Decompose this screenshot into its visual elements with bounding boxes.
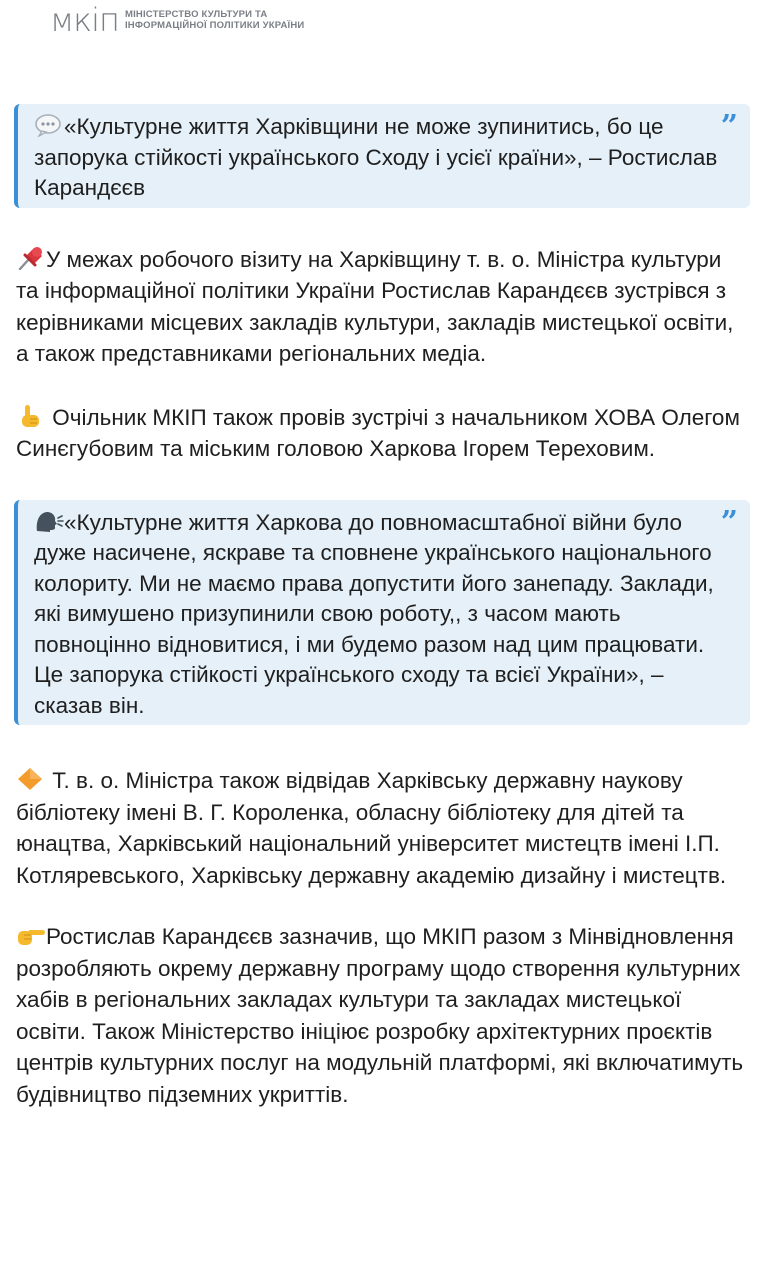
paragraph-text: Ростислав Карандєєв зазначив, що МКІП разом з Мінвідновлення розробляють окрему державну програму щодо створення культурних хабів в регіональних закладах культури та закладах мистецької освіти. Також Міністерство ініціює розробку архітектурних проєктів центрів культурних послуг на модульній платформі, які включатимуть будівництво підземних укриттів. [16, 924, 744, 1107]
paragraph-text: Т. в. о. Міністра також відвідав Харківську державну наукову бібліотеку імені В. Г. Короленка, обласну бібліотеку для дітей та юнацтва, Харківський національний університет мистецтв імені І.П. Котляревського, Харківську державну академію дизайну і мистецтв. [16, 768, 727, 888]
ministry-logo [50, 2, 304, 38]
logo-org-line2: ІНФОРМАЦІЙНОЇ ПОЛІТИКИ УКРАЇНИ [124, 20, 305, 31]
paragraph [14, 921, 750, 1110]
logo-org-name [125, 9, 304, 31]
logo-mark: мкіп [50, 1, 119, 39]
speaking-head-icon [34, 509, 64, 533]
paragraph [14, 402, 750, 465]
post-body [14, 104, 750, 1110]
orange-diamond-icon [16, 767, 46, 791]
speech-balloon-icon [34, 113, 64, 137]
paragraph-text: Очільник МКІП також провів зустрічі з начальником ХОВА Олегом Синєгубовим та міським головою Харкова Ігорем Тереховим. [16, 404, 740, 461]
quote-text: «Культурне життя Харкова до повномасштабної війни було дуже насичене, яскраве та сповнене українського національного колориту. Ми не маємо права допустити його занепаду. Заклади, які вимушено призупинили свою роботу,, з часом мають повноцінно відновитися, і ми будемо разом над цим працювати. Це запорука стійкості українського сходу та всієї України», – сказав він. [34, 509, 714, 718]
quote-text: «Культурне життя Харківщини не може зупинитись, бо це запорука стійкості українського Сходу і усієї країни», – Ростислав Карандєєв [34, 114, 718, 200]
paragraph-text: У межах робочого візиту на Харківщину т. в. о. Міністра культури та інформаційної політики України Ростислав Карандєєв зустрівся з керівниками місцевих закладів культури, закладів мистецької освіти, а також представниками регіональних медіа. [16, 246, 734, 366]
paragraph [14, 244, 750, 370]
quote-mark-icon: ” [720, 504, 738, 540]
quote-mark-icon: ” [720, 109, 738, 144]
quote-block [14, 104, 750, 208]
logo-org-line1: МІНІСТЕРСТВО КУЛЬТУРИ ТА [124, 9, 268, 20]
pushpin-icon [16, 246, 46, 270]
pointing-up-icon [16, 404, 46, 428]
paragraph [14, 765, 750, 891]
quote-block [14, 500, 750, 726]
pointing-right-icon [16, 923, 46, 947]
